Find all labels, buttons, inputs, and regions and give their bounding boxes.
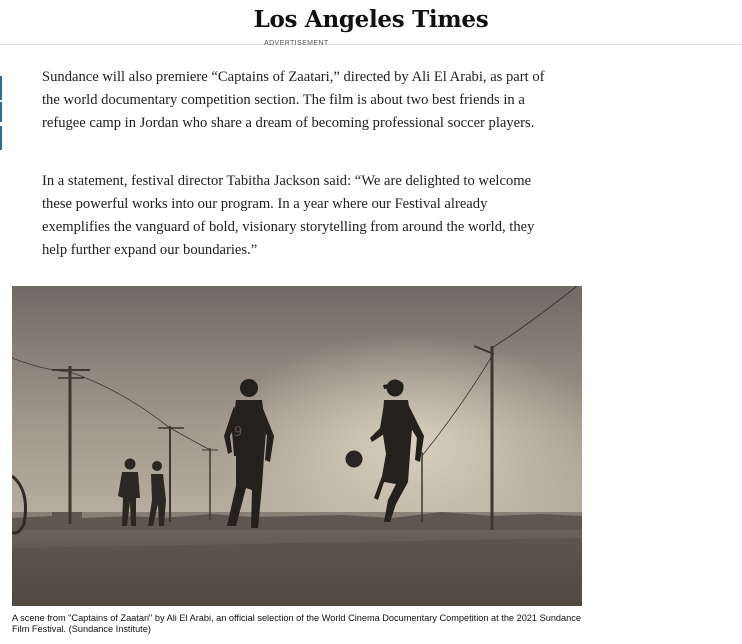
site-logo[interactable]: Los Angeles Times xyxy=(253,6,489,33)
advertisement-label: ADVERTISEMENT xyxy=(264,40,329,47)
left-accent-rule xyxy=(0,126,2,150)
road-edge xyxy=(12,538,582,606)
left-accent-rule xyxy=(0,102,2,122)
masthead xyxy=(0,0,742,45)
photo-credit: (Sundance Institute) xyxy=(68,624,151,634)
photo-caption xyxy=(12,613,582,635)
article-photo[interactable] xyxy=(12,286,582,606)
soccer-ball xyxy=(346,451,363,468)
caption-text: A scene from "Captains of Zaatari" by Ali El Arabi, an official selection of the World Cinema Documentary Competition at the 2021 Sundance Film Festival. xyxy=(12,613,581,634)
left-accent-rule xyxy=(0,76,2,100)
article-paragraph: In a statement, festival director Tabitha Jackson said: “We are delighted to welcome these powerful works into our program. In a year where our Festival already exemplifies the vanguard of bold, visionary storytelling from around the world, they help further expand our boundaries.” xyxy=(42,173,535,258)
player-jersey-number: 9 xyxy=(234,425,243,440)
article-paragraph: Sundance will also premiere “Captains of Zaatari,” directed by Ali El Arabi, as part of the world documentary competition section. The film is about two best friends in a refugee camp in Jordan who share a dream of becoming professional soccer players. xyxy=(42,69,545,131)
